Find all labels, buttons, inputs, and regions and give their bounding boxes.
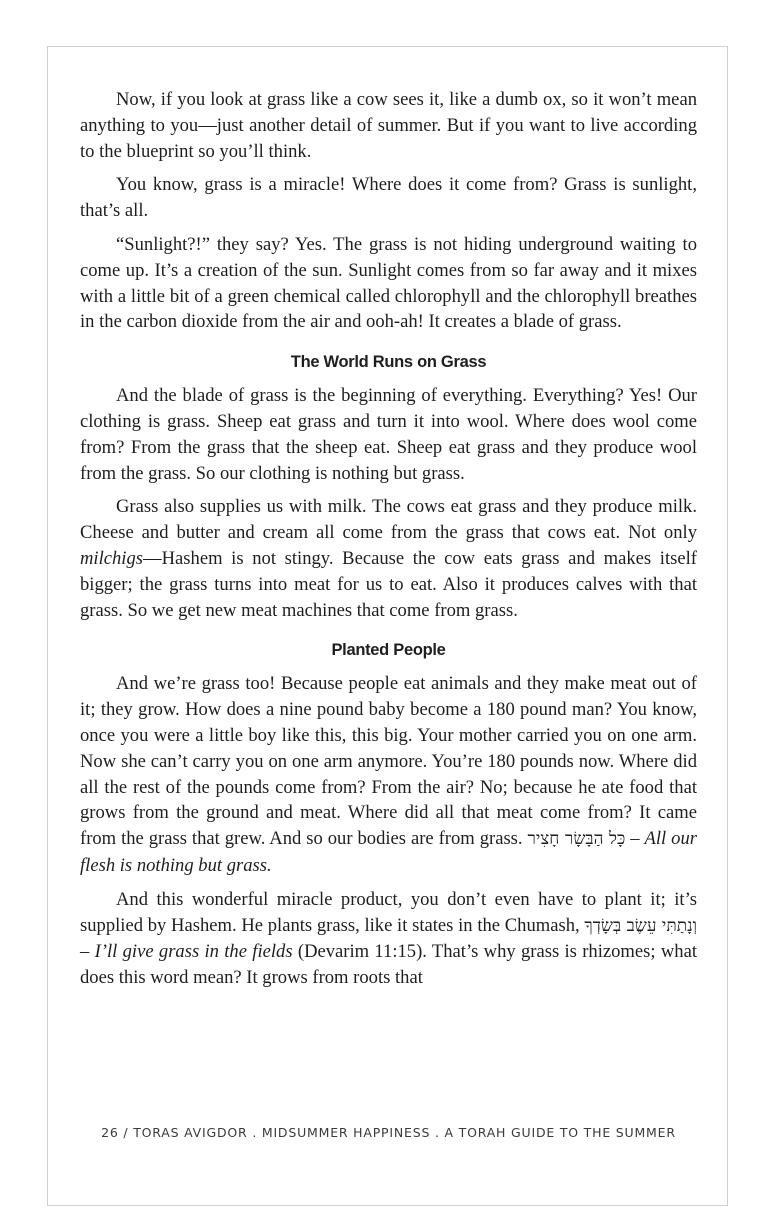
paragraph: [80, 494, 697, 623]
paragraph: [80, 671, 697, 878]
text-run: —Hashem is not stingy. Because the cow eats grass and makes itself bigger; the grass turns into meat for us to eat. Also it produces calves with that grass. So we get new meat machines that come from grass.: [80, 547, 697, 621]
italic-term: milchigs: [80, 547, 144, 569]
text-run: Grass also supplies us with milk. The cows eat grass and they produce milk. Cheese and butter and cream all come from the grass that cows eat. Not only: [80, 496, 697, 544]
text-run: And this wonderful miracle product, you don’t even have to plant it; it’s supplied by Hashem. He plants grass, like it states in the Chumash,: [80, 888, 697, 936]
hebrew-quote: וְנָתַתִּי עֵשֶׂב בְּשָׂדְךָ: [584, 915, 698, 936]
paragraph: “Sunlight?!” they say? Yes. The grass is not hiding underground waiting to come up. It’s a creation of the sun. Sunlight comes from so far away and it mixes with a little bit of a green chemical called chlorophyll and the chlorophyll breathes in the carbon dioxide from the air and ooh-ah! It creates a blade of grass.: [80, 233, 697, 333]
paragraph: You know, grass is a miracle! Where does it come from? Grass is sunlight, that’s all.: [80, 174, 697, 222]
section-heading: Planted People: [331, 641, 446, 660]
hebrew-quote: כָּל הַבָּשָׂר חָצִיר: [527, 829, 626, 850]
paragraph: [80, 887, 697, 991]
translation: All our flesh is nothing but grass.: [80, 828, 697, 876]
translation: I’ll give grass in the fields: [94, 941, 293, 963]
page-footer: 26 / TORAS AVIGDOR . MIDSUMMER HAPPINESS . A TORAH GUIDE TO THE SUMMER: [101, 1125, 676, 1140]
paragraph: Now, if you look at grass like a cow sees it, like a dumb ox, so it won’t mean anything to you—just another detail of summer. But if you want to live according to the blueprint so you’ll think.: [80, 89, 697, 162]
dash: –: [80, 941, 95, 963]
dash: –: [625, 828, 645, 850]
text-run: (Devarim 11:15). That’s why grass is rhizomes; what does this word mean? It grows from roots that: [80, 941, 697, 989]
section-heading: The World Runs on Grass: [290, 353, 487, 372]
text-run: And we’re grass too! Because people eat animals and they make meat out of it; they grow. How does a nine pound baby become a 180 pound man? You know, once you were a little boy like this, this big. Your mother carried you on one arm. Now she can’t carry you on one arm anymore. You’re 180 pounds now. Where did all the rest of the pounds come from? From the air? No; because he ate food that grows from the ground and meat. Where did all that meat come from? It came from the grass that grew. And so our bodies are from grass.: [80, 673, 697, 850]
paragraph: And the blade of grass is the beginning of everything. Everything? Yes! Our clothing is grass. Sheep eat grass and turn it into wool. Where does wool come from? From the grass that the sheep eat. Sheep eat grass and they produce wool from the grass. So our clothing is nothing but grass.: [80, 385, 697, 484]
page-content: [80, 87, 697, 999]
